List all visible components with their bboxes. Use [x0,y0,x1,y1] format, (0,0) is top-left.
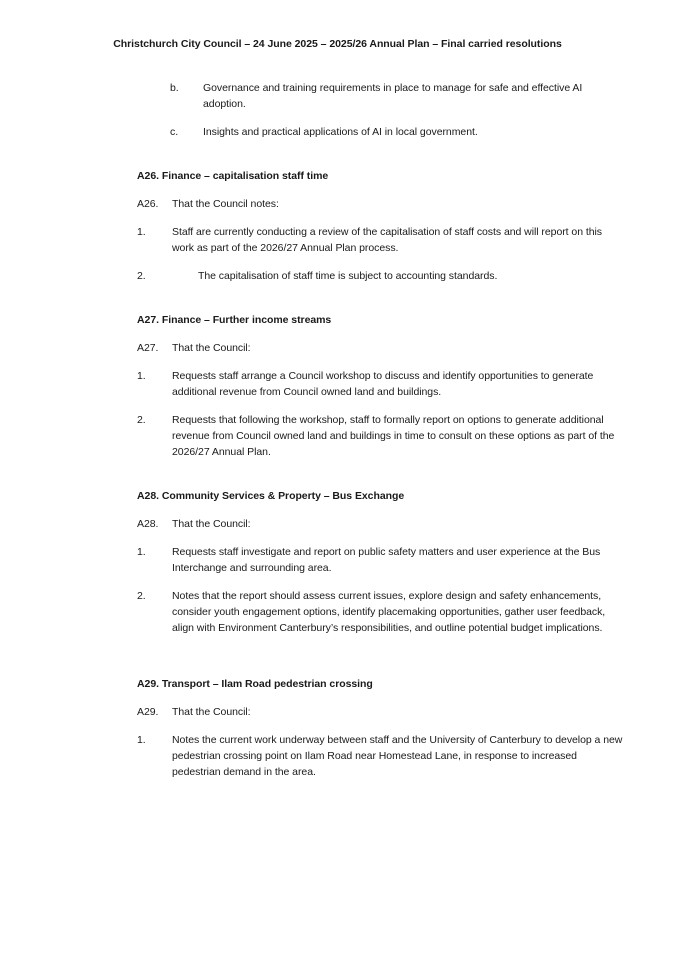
intro-list [137,80,623,140]
list-item [137,268,623,284]
list-item-text: The capitalisation of staff time is subject to accounting standards. [198,270,498,282]
lead-text: That the Council notes: [172,198,279,210]
list-item-label: b. [170,82,179,94]
list-item-text: Requests staff arrange a Council workshop to discuss and identify opportunities to generate additional revenue from Council owned land and buildings. [172,370,594,398]
section-lead [137,340,623,356]
resolution-section-a26 [137,168,623,284]
lead-text: That the Council: [172,706,251,718]
list-item [137,544,623,576]
list-item-text: Insights and practical applications of AI in local government. [203,126,478,138]
section-heading: A29. Transport – Ilam Road pedestrian crossing [137,678,373,690]
list-item [137,412,623,460]
lead-label: A26. [137,198,159,210]
lead-label: A27. [137,342,159,354]
list-item [137,224,623,256]
list-item-text: Notes that the report should assess current issues, explore design and safety enhancements, consider youth engagement options, identify placemaking opportunities, gather user feedback, align with Environment Canterbury’s responsibilities, and outline potential budget implications. [172,590,606,634]
list-item-label: 1. [137,226,146,238]
list-item-label: 1. [137,370,146,382]
list-item-text: Notes the current work underway between staff and the University of Canterbury to develop a new pedestrian crossing point on Ilam Road near Homestead Lane, in response to increased pedestrian demand in the area. [172,734,623,778]
page-title: Christchurch City Council – 24 June 2025 – 2025/26 Annual Plan – Final carried resolutions [113,38,562,50]
list-item-label: 1. [137,546,146,558]
list-item [170,124,623,140]
section-heading: A28. Community Services & Property – Bus Exchange [137,490,405,502]
list-item-label: 2. [137,590,146,602]
section-lead [137,516,623,532]
list-item-text: Governance and training requirements in place to manage for safe and effective AI adoption. [203,82,583,110]
list-item-text: Staff are currently conducting a review of the capitalisation of staff costs and will report on this work as part of the 2026/27 Annual Plan process. [172,226,603,254]
page-content [137,80,623,780]
list-item [137,368,623,400]
list-item-label: 2. [137,270,146,282]
list-item-text: Requests staff investigate and report on public safety matters and user experience at the Bus Interchange and surrounding area. [172,546,601,574]
section-lead [137,704,623,720]
resolution-section-a27 [137,312,623,460]
list-item [170,80,623,112]
lead-label: A28. [137,518,159,530]
resolution-section-a28 [137,488,623,636]
list-item-text: Requests that following the workshop, staff to formally report on options to generate additional revenue from Council owned land and buildings in time to consult on these options as part of the 2026/27 Annual Plan. [172,414,615,458]
section-lead [137,196,623,212]
list-item-label: 2. [137,414,146,426]
list-item [137,588,623,636]
resolution-section-a29 [137,676,623,780]
lead-text: That the Council: [172,518,251,530]
lead-label: A29. [137,706,159,718]
list-item-label: 1. [137,734,146,746]
list-item [137,732,623,780]
lead-text: That the Council: [172,342,251,354]
list-item-label: c. [170,126,179,138]
section-heading: A26. Finance – capitalisation staff time [137,170,329,182]
section-heading: A27. Finance – Further income streams [137,314,332,326]
